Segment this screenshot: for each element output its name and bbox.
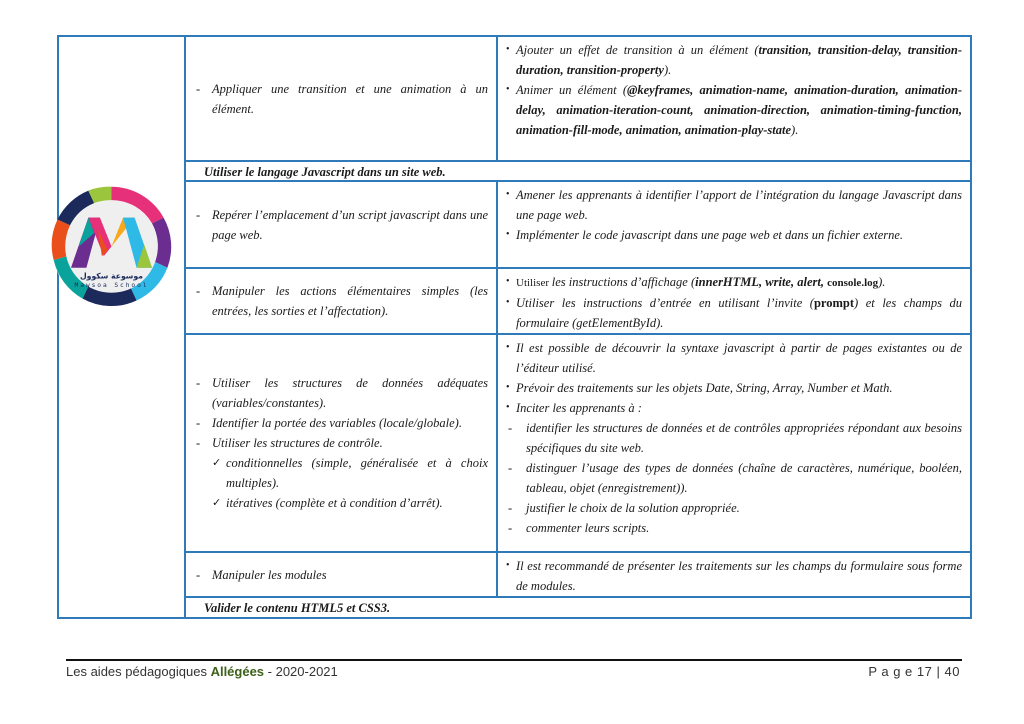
- bullet-mark: •: [506, 402, 510, 413]
- objective-item: [196, 281, 488, 321]
- plain-text: distinguer l’usage des types de données (chaîne de caractères, numérique, booléen, tableau, objet (enregistrement)).: [526, 461, 962, 495]
- objective-text: itératives (complète et à condition d’arrêt).: [226, 496, 443, 510]
- objective-item: [196, 79, 488, 119]
- plain-text: Il est recommandé de présenter les traitements sur les champs du formulaire sous forme de modules.: [516, 559, 962, 593]
- bullet-item: [506, 556, 962, 596]
- page-separator: |: [936, 664, 941, 679]
- bullet-item: [506, 225, 962, 245]
- dash-mark: -: [196, 284, 201, 298]
- objective-cell: [186, 37, 498, 160]
- recommendation-cell: [498, 182, 970, 267]
- plain-text: commenter leurs scripts.: [526, 521, 650, 535]
- table-row: [186, 182, 970, 269]
- item-text: [516, 185, 962, 225]
- checkmark-icon: ✓: [212, 457, 222, 469]
- objective-item: [196, 205, 488, 245]
- item-text: [516, 225, 903, 245]
- recommendation-cell: [498, 335, 970, 551]
- bullet-mark: •: [506, 342, 510, 353]
- item-text: [516, 398, 642, 418]
- item-text: [516, 80, 962, 140]
- objective-text: Identifier la portée des variables (locale/globale).: [212, 416, 462, 430]
- bullet-mark: •: [506, 276, 510, 287]
- objective-cell: [186, 335, 498, 551]
- table-row: [186, 335, 970, 553]
- dash-mark: -: [508, 501, 513, 515]
- plain-text: Utiliser les instructions d’entrée en utilisant l’invite (: [516, 296, 814, 310]
- dash-mark: -: [196, 436, 201, 450]
- dash-mark: -: [196, 567, 201, 582]
- plain-text: Inciter les apprenants à :: [516, 401, 642, 415]
- bullet-item: [506, 40, 962, 80]
- objective-text: Utiliser les structures de contrôle.: [212, 436, 383, 450]
- item-text: [516, 293, 962, 333]
- objective-text: Appliquer une transition et une animation à un élément.: [212, 81, 488, 116]
- section-header-validate: Valider le contenu HTML5 et CSS3.: [204, 601, 391, 615]
- plain-text: identifier les structures de données et de contrôles appropriées répondant aux besoins spécifiques du site web.: [526, 421, 962, 455]
- bullet-item: [506, 185, 962, 225]
- bullet-mark: •: [506, 229, 510, 240]
- dash-mark: -: [508, 421, 513, 435]
- plain-text: Ajouter un effet de transition à un élément (: [516, 43, 759, 57]
- objective-item: [196, 565, 327, 585]
- plain-text: Il est possible de découvrir la syntaxe javascript à partir de pages existantes ou de l’éditeur utilisé.: [516, 341, 962, 375]
- plain-text: Prévoir des traitements sur les objets Date, String, Array, Number et Math.: [516, 381, 893, 395]
- logo-arabic-text: موسوعة سكوول: [80, 271, 143, 281]
- objective-item: [196, 373, 488, 413]
- section-header-javascript: Utiliser le langage Javascript dans un site web.: [186, 162, 970, 182]
- plain-text: Implémenter le code javascript dans une page web et dans un fichier externe.: [516, 228, 904, 242]
- footer-accent: Allégées: [210, 664, 265, 679]
- curriculum-table: [57, 35, 972, 619]
- plain-text: ) et les champs du formulaire (getElementById).: [516, 296, 962, 330]
- plain-text: justifier le choix de la solution appropriée.: [526, 501, 740, 515]
- item-text: [516, 272, 885, 293]
- sub-item: [506, 498, 962, 518]
- objective-cell: [186, 553, 498, 596]
- dash-mark: -: [508, 461, 513, 475]
- item-text: [516, 40, 962, 80]
- item-text: [516, 378, 892, 398]
- table-row: [186, 553, 970, 598]
- item-text: [516, 338, 962, 378]
- sub-item: [506, 518, 962, 538]
- bullet-item: [506, 272, 962, 293]
- keyword-text: prompt: [813, 296, 855, 310]
- item-text: [526, 458, 962, 498]
- plain-text: Amener les apprenants à identifier l’apport de l’intégration du langage Javascript dans une page web.: [516, 188, 962, 222]
- plain-text: Animer un élément (: [516, 83, 627, 97]
- bullet-item: [506, 80, 962, 140]
- bullet-mark: •: [506, 560, 510, 571]
- item-text: [526, 498, 740, 518]
- bullet-item: [506, 338, 962, 378]
- bullet-mark: •: [506, 84, 510, 95]
- page-label: P a g e: [868, 664, 913, 679]
- dash-mark: -: [196, 207, 201, 222]
- plain-text: ).: [791, 123, 799, 137]
- plain-text: ).: [663, 63, 672, 77]
- sub-item: [506, 418, 962, 458]
- bullet-item: [506, 378, 962, 398]
- table-row: [186, 269, 970, 335]
- objective-cell: [186, 182, 498, 267]
- objective-text: Manipuler les modules: [212, 567, 327, 582]
- plain-text: les instructions d’affichage (: [551, 275, 696, 289]
- bullet-mark: •: [506, 382, 510, 393]
- keyword-text: transition, transition-delay, transition-duration, transition-property: [516, 43, 962, 77]
- dash-mark: -: [196, 416, 201, 430]
- logo-latin-text: Mawsoa School: [74, 282, 149, 289]
- recommendation-cell: [498, 553, 970, 596]
- page-total: 40: [944, 664, 960, 679]
- dash-mark: -: [508, 521, 513, 535]
- checklist-item: [196, 453, 488, 493]
- bullet-item: [506, 293, 962, 333]
- footer-suffix: - 2020-2021: [264, 664, 338, 679]
- item-text: [516, 556, 962, 596]
- objective-item: [196, 433, 488, 453]
- logo-column: [59, 37, 186, 617]
- plain-text: ).: [878, 275, 886, 289]
- bullet-item: [506, 398, 962, 418]
- objective-list: [196, 373, 488, 513]
- sub-item: [506, 458, 962, 498]
- footer-divider: [66, 659, 962, 661]
- keyword-text: console.log: [827, 277, 879, 289]
- footer-title: [66, 664, 338, 679]
- objective-text: Repérer l’emplacement d’un script javascript dans une page web.: [212, 207, 488, 242]
- checklist-item: [196, 493, 488, 513]
- objective-cell: [186, 269, 498, 333]
- item-text: [526, 518, 649, 538]
- dash-mark: -: [196, 376, 201, 390]
- bullet-mark: •: [506, 297, 510, 308]
- objective-text: Manipuler les actions élémentaires simples (les entrées, les sorties et l’affectation).: [212, 284, 488, 318]
- checkmark-icon: ✓: [212, 497, 222, 509]
- footer-prefix: Les aides pédagogiques: [66, 664, 211, 679]
- keyword-text: innerHTML, write, alert,: [695, 275, 828, 289]
- recommendation-cell: [498, 269, 970, 333]
- objective-text: conditionnelles (simple, généralisée et à choix multiples).: [226, 456, 488, 490]
- plain-text: Utiliser: [516, 277, 552, 289]
- item-text: [526, 418, 962, 458]
- objective-item: [196, 413, 488, 433]
- mawsoa-school-logo: [44, 179, 179, 314]
- bullet-mark: •: [506, 189, 510, 200]
- objective-text: Utiliser les structures de données adéquates (variables/constantes).: [212, 376, 488, 410]
- keyword-text: @keyframes, animation-name, animation-duration, animation-delay, animation-iteration-count, animation-direction, animation-timing-function, animation-fill-mode, animation, animation-play-state: [516, 83, 962, 137]
- page-number: [868, 664, 960, 679]
- recommendation-cell: [498, 37, 970, 160]
- dash-mark: -: [196, 81, 201, 96]
- table-row: [186, 37, 970, 162]
- bullet-mark: •: [506, 44, 510, 55]
- page-current: 17: [916, 664, 933, 679]
